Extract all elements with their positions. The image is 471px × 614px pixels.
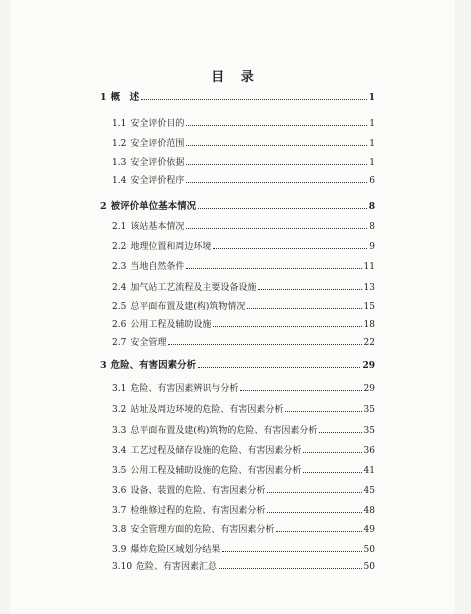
entry-number: 3.10 <box>112 562 133 572</box>
entry-title: 公用工程及辅助设施的危险、有害因素分析 <box>130 466 302 476</box>
toc-section-entry <box>112 523 375 537</box>
dot-leader <box>276 530 361 532</box>
entry-number: 3.7 <box>112 506 127 516</box>
toc-section-entry <box>112 281 375 295</box>
entry-title: 概 述 <box>110 92 140 103</box>
toc-section-entry <box>112 444 375 458</box>
entry-number: 3.2 <box>112 405 127 415</box>
toc-section-entry <box>112 318 375 332</box>
entry-title: 安全评价程序 <box>130 176 185 186</box>
entry-number: 3.8 <box>112 525 127 535</box>
entry-page-number: 15 <box>363 302 375 312</box>
entry-title: 安全管理方面的危险、有害因素分析 <box>130 525 275 535</box>
toc-section-entry <box>112 403 375 417</box>
entry-page-number: 9 <box>369 242 375 252</box>
entry-title: 安全评价范围 <box>130 139 185 149</box>
entry-page-number: 41 <box>363 466 375 476</box>
entry-number: 1.1 <box>112 119 127 129</box>
entry-page-number: 13 <box>363 283 375 293</box>
entry-number: 2.5 <box>112 302 127 312</box>
entry-title: 危险、有害因素汇总 <box>136 562 218 572</box>
dot-leader <box>198 366 360 368</box>
entry-title: 安全管理 <box>130 338 167 348</box>
dot-leader <box>303 451 361 453</box>
toc-section-entry <box>112 240 375 254</box>
entry-page-number: 36 <box>363 446 375 456</box>
toc-section-entry <box>112 117 375 131</box>
dot-leader <box>186 181 367 183</box>
entry-title: 被评价单位基本情况 <box>110 201 197 212</box>
entry-page-number: 50 <box>363 545 375 555</box>
toc-section-entry <box>112 424 375 438</box>
entry-title: 爆炸危险区域划分结果 <box>130 545 221 555</box>
toc-section-entry <box>112 137 375 151</box>
dot-leader <box>303 471 361 473</box>
entry-number: 1 <box>100 92 107 103</box>
entry-number: 3.3 <box>112 426 127 436</box>
entry-number: 1.4 <box>112 176 127 186</box>
toc-title: 目 录 <box>211 70 260 85</box>
entry-title: 检维修过程的危险、有害因素分析 <box>130 506 266 516</box>
toc-section-entry <box>112 156 375 170</box>
toc-chapter-entry <box>100 359 375 373</box>
toc-section-entry <box>112 484 375 498</box>
entry-title: 安全评价目的 <box>130 119 185 129</box>
toc-section-entry <box>112 300 375 314</box>
entry-number: 2.6 <box>112 320 127 330</box>
entry-page-number: 1 <box>368 93 375 103</box>
dot-leader <box>186 124 367 126</box>
entry-number: 2.4 <box>112 283 127 293</box>
entry-page-number: 11 <box>363 262 375 272</box>
toc-section-entry <box>112 174 375 188</box>
dot-leader <box>186 163 367 165</box>
entry-title: 总平面布置及建(构)筑物情况 <box>130 302 246 312</box>
entry-title: 地理位置和周边环境 <box>130 242 212 252</box>
dot-leader <box>258 288 361 290</box>
entry-title: 危险、有害因素分析 <box>110 360 197 371</box>
toc-section-entry <box>112 220 375 234</box>
dot-leader <box>240 389 361 391</box>
entry-page-number: 29 <box>362 361 375 371</box>
entry-number: 2 <box>100 201 107 212</box>
dot-leader <box>198 207 367 209</box>
entry-page-number: 8 <box>368 202 375 212</box>
entry-number: 2.2 <box>112 242 127 252</box>
entry-page-number: 29 <box>363 384 375 394</box>
dot-leader <box>222 550 361 552</box>
entry-number: 3.4 <box>112 446 127 456</box>
entry-number: 2.7 <box>112 338 127 348</box>
dot-leader <box>141 98 367 100</box>
entry-page-number: 8 <box>369 222 375 232</box>
entry-number: 3.5 <box>112 466 127 476</box>
entry-title: 当地自然条件 <box>130 262 185 272</box>
dot-leader <box>186 267 361 269</box>
entry-number: 1.3 <box>112 158 127 168</box>
entry-number: 1.2 <box>112 139 127 149</box>
entry-page-number: 45 <box>363 486 375 496</box>
toc-section-entry <box>112 464 375 478</box>
dot-leader <box>247 307 361 309</box>
entry-title: 站址及周边环境的危险、有害因素分析 <box>130 405 284 415</box>
entry-title: 加气站工艺流程及主要设备设施 <box>130 283 257 293</box>
entry-page-number: 35 <box>363 405 375 415</box>
entry-title: 该站基本情况 <box>130 222 185 232</box>
dot-leader <box>219 567 361 569</box>
entry-page-number: 35 <box>363 426 375 436</box>
entry-page-number: 48 <box>363 506 375 516</box>
entry-number: 3.6 <box>112 486 127 496</box>
dot-leader <box>267 511 361 513</box>
dot-leader <box>267 491 361 493</box>
entry-title: 设备、装置的危险、有害因素分析 <box>130 486 266 496</box>
entry-page-number: 1 <box>369 158 375 168</box>
entry-number: 3.1 <box>112 384 127 394</box>
entry-title: 工艺过程及储存设施的危险、有害因素分析 <box>130 446 302 456</box>
dot-leader <box>186 144 367 146</box>
entry-page-number: 6 <box>369 176 375 186</box>
entry-page-number: 22 <box>363 338 375 348</box>
toc-section-entry <box>112 260 375 274</box>
dot-leader <box>213 325 361 327</box>
toc-section-entry <box>112 382 375 396</box>
entry-title: 总平面布置及建(构)筑物的危险、有害因素分析 <box>130 426 318 436</box>
entry-number: 2.3 <box>112 262 127 272</box>
entry-page-number: 50 <box>363 562 375 572</box>
entry-page-number: 1 <box>369 139 375 149</box>
entry-number: 2.1 <box>112 222 127 232</box>
dot-leader <box>319 431 361 433</box>
toc-section-entry <box>112 504 375 518</box>
toc-section-entry <box>112 543 375 557</box>
entry-title: 安全评价依据 <box>130 158 185 168</box>
dot-leader <box>213 247 367 249</box>
entry-number: 3 <box>100 360 107 371</box>
toc-chapter-entry <box>100 200 375 214</box>
entry-title: 公用工程及辅助设施 <box>130 320 212 330</box>
entry-number: 3.9 <box>112 545 127 555</box>
toc-section-entry <box>112 560 375 574</box>
toc-chapter-entry <box>100 91 375 105</box>
toc-section-entry <box>112 336 375 350</box>
entry-title: 危险、有害因素辨识与分析 <box>130 384 239 394</box>
entry-page-number: 49 <box>363 525 375 535</box>
dot-leader <box>285 410 361 412</box>
entry-page-number: 1 <box>369 119 375 129</box>
entry-page-number: 18 <box>363 320 375 330</box>
dot-leader <box>186 227 367 229</box>
dot-leader <box>168 343 361 345</box>
